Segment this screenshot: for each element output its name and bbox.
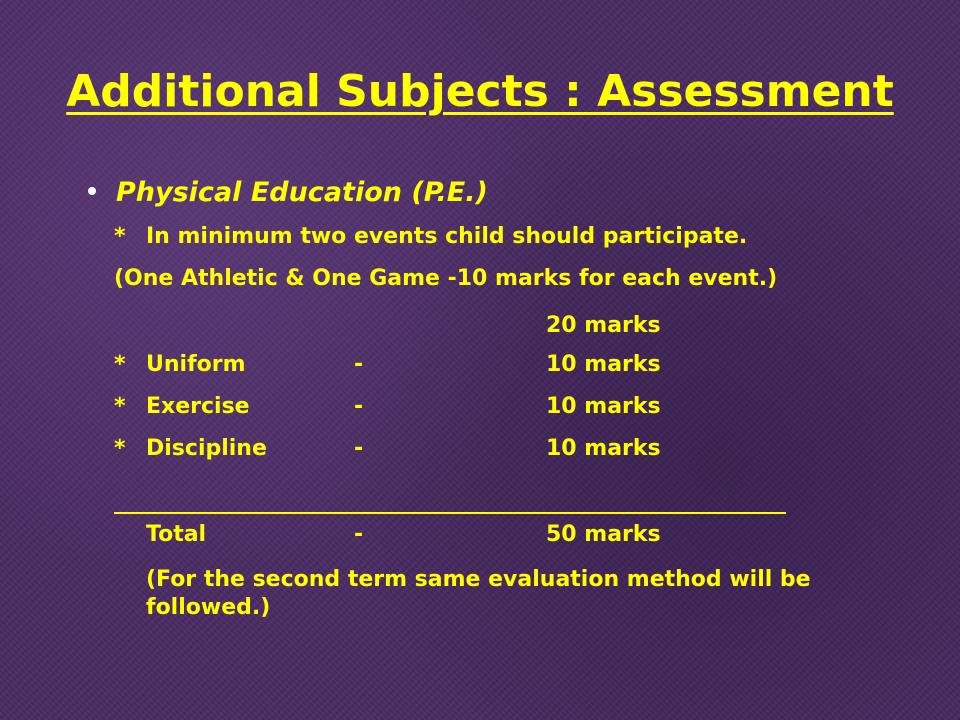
item-dash: -	[354, 394, 364, 419]
item-dash: -	[354, 352, 364, 377]
participation-detail: (One Athletic & One Game -10 marks for each event.)	[114, 266, 778, 291]
bullet-dot-icon	[88, 187, 96, 195]
bullet-text: Physical Education (P.E.)	[116, 177, 488, 208]
slide-title: Additional Subjects : Assessment	[66, 66, 894, 117]
item-star: *	[114, 436, 126, 461]
item-marks: 10 marks	[546, 352, 661, 377]
bullet-physical-education	[88, 176, 488, 210]
participation-line	[114, 223, 748, 251]
total-label: Total	[146, 522, 207, 547]
item-star: *	[114, 352, 126, 377]
total-dash: -	[354, 522, 364, 547]
item-label: Exercise	[146, 394, 250, 419]
item-marks: 10 marks	[546, 436, 661, 461]
total-marks: 50 marks	[546, 522, 661, 547]
item-star: *	[114, 394, 126, 419]
item-label: Discipline	[146, 436, 267, 461]
participation-marks: 20 marks	[546, 313, 661, 338]
item-label: Uniform	[146, 352, 246, 377]
item-dash: -	[354, 436, 364, 461]
second-term-note: (For the second term same evaluation method will be followed.)	[146, 567, 811, 620]
participation-text: In minimum two events child should participate.	[146, 224, 748, 249]
participation-star: *	[114, 224, 126, 249]
item-marks: 10 marks	[546, 394, 661, 419]
total-divider	[114, 512, 786, 514]
